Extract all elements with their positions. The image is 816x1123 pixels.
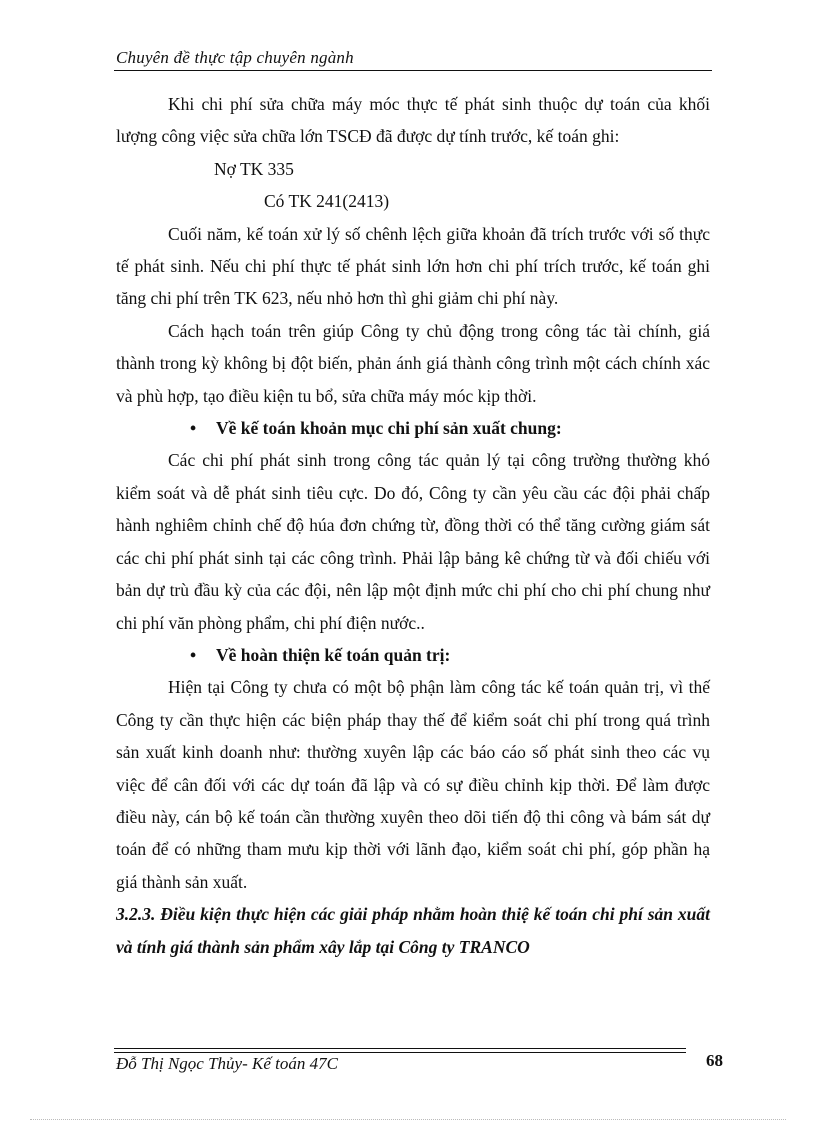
- page-body: [116, 88, 710, 963]
- section-heading-3-2-3: 3.2.3. Điều kiện thực hiện các giải pháp nhằm hoàn thiệ kế toán chi phí sản xuất và tính giá thành sản phẩm xây lắp tại Công ty TRANCO: [116, 904, 710, 957]
- footer-rule-bottom: [114, 1052, 686, 1053]
- paragraph-site-costs: Các chi phí phát sinh trong công tác quản lý tại công trường thường khó kiểm soát và dễ phát sinh tiêu cực. Do đó, Công ty cần yêu cầu các đội phải chấp hành nghiêm chỉnh chế độ húa đơn chứng từ, đồng thời có thể tăng cường giám sát các chi phí phát sinh tại các công trình. Phải lập bảng kê chứng từ và đối chiếu với bản dự trù đầu kỳ của các đội, nên lập một định mức chi phí cho chi phí chung như chi phí văn phòng phẩm, chi phí điện nước..: [116, 450, 710, 633]
- bullet-label: Về kế toán khoản mục chi phí sản xuất chung:: [216, 418, 562, 439]
- entry-credit: Có TK 241(2413): [264, 191, 390, 212]
- paragraph-year-end: Cuối năm, kế toán xử lý số chênh lệch giữa khoản đã trích trước với số thực tế phát sinh. Nếu chi phí thực tế phát sinh lớn hơn chi phí trích trước, kế toán ghi tăng chi phí trên TK 623, nếu nhỏ hơn thì ghi giảm chi phí này.: [116, 223, 710, 309]
- bullet-label: Về hoàn thiện kế toán quản trị:: [216, 644, 451, 665]
- footer-author: Đỗ Thị Ngọc Thủy- Kế toán 47C: [116, 1054, 338, 1073]
- entry-debit: Nợ TK 335: [214, 158, 294, 179]
- footer-rule-top: [114, 1048, 686, 1049]
- bullet-general-production-cost: [116, 412, 710, 444]
- page-number: 68: [706, 1051, 723, 1070]
- header-title: Chuyên đề thực tập chuyên ngành: [116, 48, 354, 67]
- header-rule: [114, 70, 712, 71]
- bullet-icon: •: [190, 418, 197, 439]
- page-edge-divider: [30, 1119, 786, 1120]
- paragraph-accounting-benefit: Cách hạch toán trên giúp Công ty chủ động trong công tác tài chính, giá thành trong kỳ không bị đột biến, phản ánh giá thành công trình một cách chính xác và phù hợp, tạo điều kiện tu bổ, sửa chữa máy móc kịp thời.: [116, 320, 710, 406]
- paragraph-management-accounting: Hiện tại Công ty chưa có một bộ phận làm công tác kế toán quản trị, vì thế Công ty cần thực hiện các biện pháp thay thế để kiểm soát chi phí trong quá trình sản xuất kinh doanh như: thường xuyên lập các báo cáo số phát sinh theo các vụ việc để cân đối với các dự toán đã lập và có sự điều chỉnh kịp thời. Để làm được điều này, cán bộ kế toán cần thường xuyên theo dõi tiến độ thi công và bám sát dự toán để có những tham mưu kịp thời với lãnh đạo, kiểm soát chi phí, góp phần hạ giá thành sản xuất.: [116, 677, 710, 892]
- bullet-icon: •: [190, 644, 197, 665]
- bullet-management-accounting: [116, 639, 710, 671]
- paragraph-repair-cost: Khi chi phí sửa chữa máy móc thực tế phát sinh thuộc dự toán của khối lượng công việc sửa chữa lớn TSCĐ đã được dự tính trước, kế toán ghi:: [116, 94, 710, 147]
